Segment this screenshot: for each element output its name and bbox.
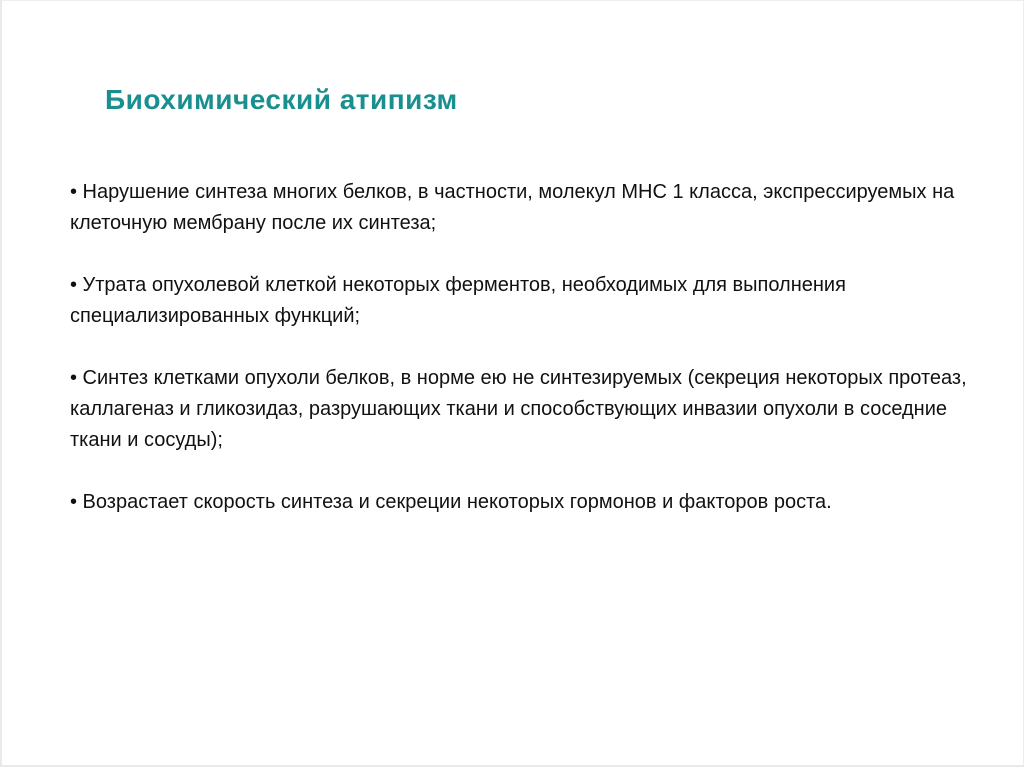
bullet-item: • Синтез клетками опухоли белков, в норме ею не синтезируемых (секреция некоторых протеаз, каллагеназ и гликозидаз, разрушающих ткани и способствующих инвазии опухоли в соседние ткани и сосуды); <box>70 367 967 451</box>
bullet-item: • Утрата опухолевой клеткой некоторых ферментов, необходимых для выполнения специализированных функций; <box>70 274 846 327</box>
bullet-item: • Возрастает скорость синтеза и секреции некоторых гормонов и факторов роста. <box>70 491 832 513</box>
slide-canvas <box>2 1 1023 765</box>
slide-title: Биохимический атипизм <box>105 84 458 115</box>
slide-body-text-block <box>70 177 967 549</box>
bullet-item: • Нарушение синтеза многих белков, в частности, молекул МНС 1 класса, экспрессируемых на клеточную мембрану после их синтеза; <box>70 181 955 234</box>
